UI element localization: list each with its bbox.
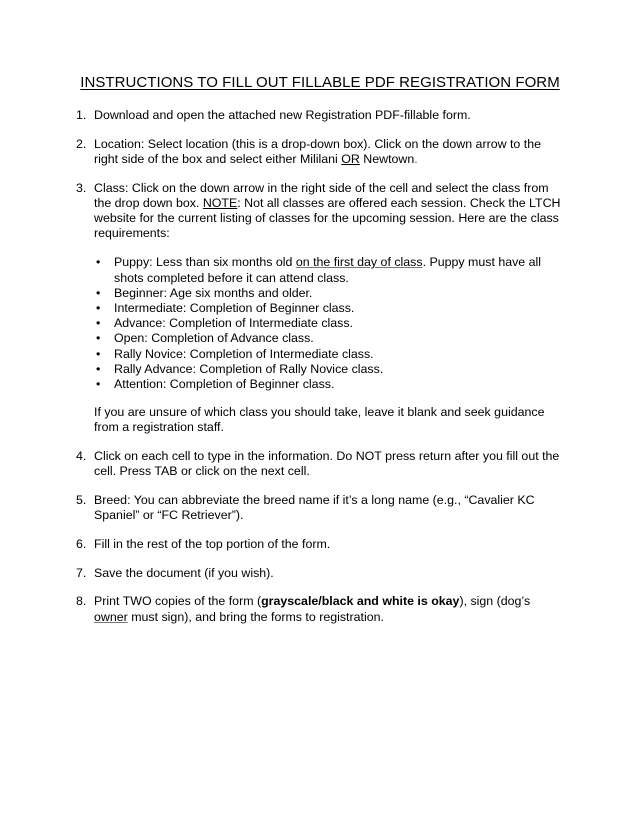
- list-item: [94, 255, 566, 285]
- step-number: 4.: [76, 449, 87, 464]
- step-2: [76, 137, 566, 167]
- step-text-mid: ), sign (dog’s: [459, 594, 531, 609]
- requirement-text: Puppy: Less than six months old: [114, 255, 296, 270]
- step-number: 2.: [76, 136, 87, 151]
- step-number: 5.: [76, 493, 87, 508]
- list-item: [94, 301, 566, 316]
- step-5: [76, 493, 566, 523]
- step-4: [76, 449, 566, 479]
- step-text: Click on each cell to type in the information. Do NOT press return after you fill out the cell. Press TAB or click on the next cell.: [94, 449, 560, 479]
- step-text-end: must sign), and bring the forms to registration.: [127, 609, 384, 624]
- step-number: 6.: [76, 536, 87, 551]
- bullet-icon: •: [96, 377, 101, 392]
- list-item: [94, 331, 566, 346]
- step-8: [76, 594, 566, 624]
- step-text-end: Newtown: [359, 151, 415, 166]
- bullet-icon: •: [96, 361, 101, 376]
- requirement-text: Beginner: Age six months and older.: [114, 285, 313, 300]
- list-item: [94, 286, 566, 301]
- step-text: Class: Click on the down arrow in the right side of the cell and select the class from the drop down box.: [94, 180, 549, 210]
- page-title: INSTRUCTIONS TO FILL OUT FILLABLE PDF REGISTRATION FORM: [80, 74, 560, 91]
- step-text: Fill in the rest of the top portion of the form.: [94, 536, 331, 551]
- step-1: [76, 108, 566, 123]
- step-text: Print TWO copies of the form (: [94, 594, 262, 609]
- bullet-icon: •: [96, 285, 101, 300]
- step-number: 7.: [76, 565, 87, 580]
- requirement-text: Intermediate: Completion of Beginner class.: [114, 301, 355, 316]
- step-text-cont: : Not all classes are offered each session. Check the LTCH website for the current listing of classes for the upcoming session. Here are the class requirements:: [94, 195, 561, 241]
- list-item: [94, 316, 566, 331]
- list-item: [94, 362, 566, 377]
- bullet-icon: •: [96, 346, 101, 361]
- step-number: 1.: [76, 108, 87, 122]
- instructions-body: [76, 108, 566, 638]
- step-7: [76, 566, 566, 581]
- or-underlined: OR: [341, 151, 360, 166]
- step-text: Save the document (if you wish).: [94, 565, 274, 580]
- bullet-icon: •: [96, 301, 101, 316]
- step-6: [76, 537, 566, 552]
- step-text: Breed: You can abbreviate the breed name if it’s a long name (e.g., “Cavalier KC Spaniel” or “FC Retriever”).: [94, 493, 535, 523]
- step-number: 8.: [76, 594, 87, 609]
- step-text: Location: Select location (this is a drop-down box). Click on the down arrow to the right side of the box and select either Mililani: [94, 136, 541, 166]
- requirement-text: Rally Novice: Completion of Intermediate class.: [114, 346, 374, 361]
- bullet-icon: •: [96, 316, 101, 331]
- step-number: 3.: [76, 180, 87, 195]
- bold-text: grayscale/black and white is okay: [261, 594, 460, 609]
- requirement-text: Attention: Completion of Beginner class.: [114, 377, 335, 392]
- list-item: [94, 347, 566, 362]
- class-requirements-list: [94, 255, 566, 392]
- owner-underlined: owner: [94, 609, 128, 624]
- step-3: [76, 181, 566, 436]
- requirement-text: Advance: Completion of Intermediate class.: [114, 316, 353, 331]
- requirement-text-end: . Puppy must have all shots completed before it can attend class.: [114, 255, 542, 285]
- step-period: .: [414, 151, 418, 166]
- guidance-note: If you are unsure of which class you should take, leave it blank and seek guidance from a registration staff.: [94, 405, 545, 435]
- steps-list: [76, 108, 566, 625]
- requirement-text: Open: Completion of Advance class.: [114, 331, 314, 346]
- requirement-text: Rally Advance: Completion of Rally Novice class.: [114, 361, 384, 376]
- bullet-icon: •: [96, 331, 101, 346]
- list-item: [94, 377, 566, 392]
- requirement-underline: on the first day of class: [295, 255, 423, 270]
- bullet-icon: •: [96, 255, 101, 270]
- note-label: NOTE: [202, 195, 238, 210]
- step-text: Download and open the attached new Registration PDF-fillable form.: [94, 108, 471, 122]
